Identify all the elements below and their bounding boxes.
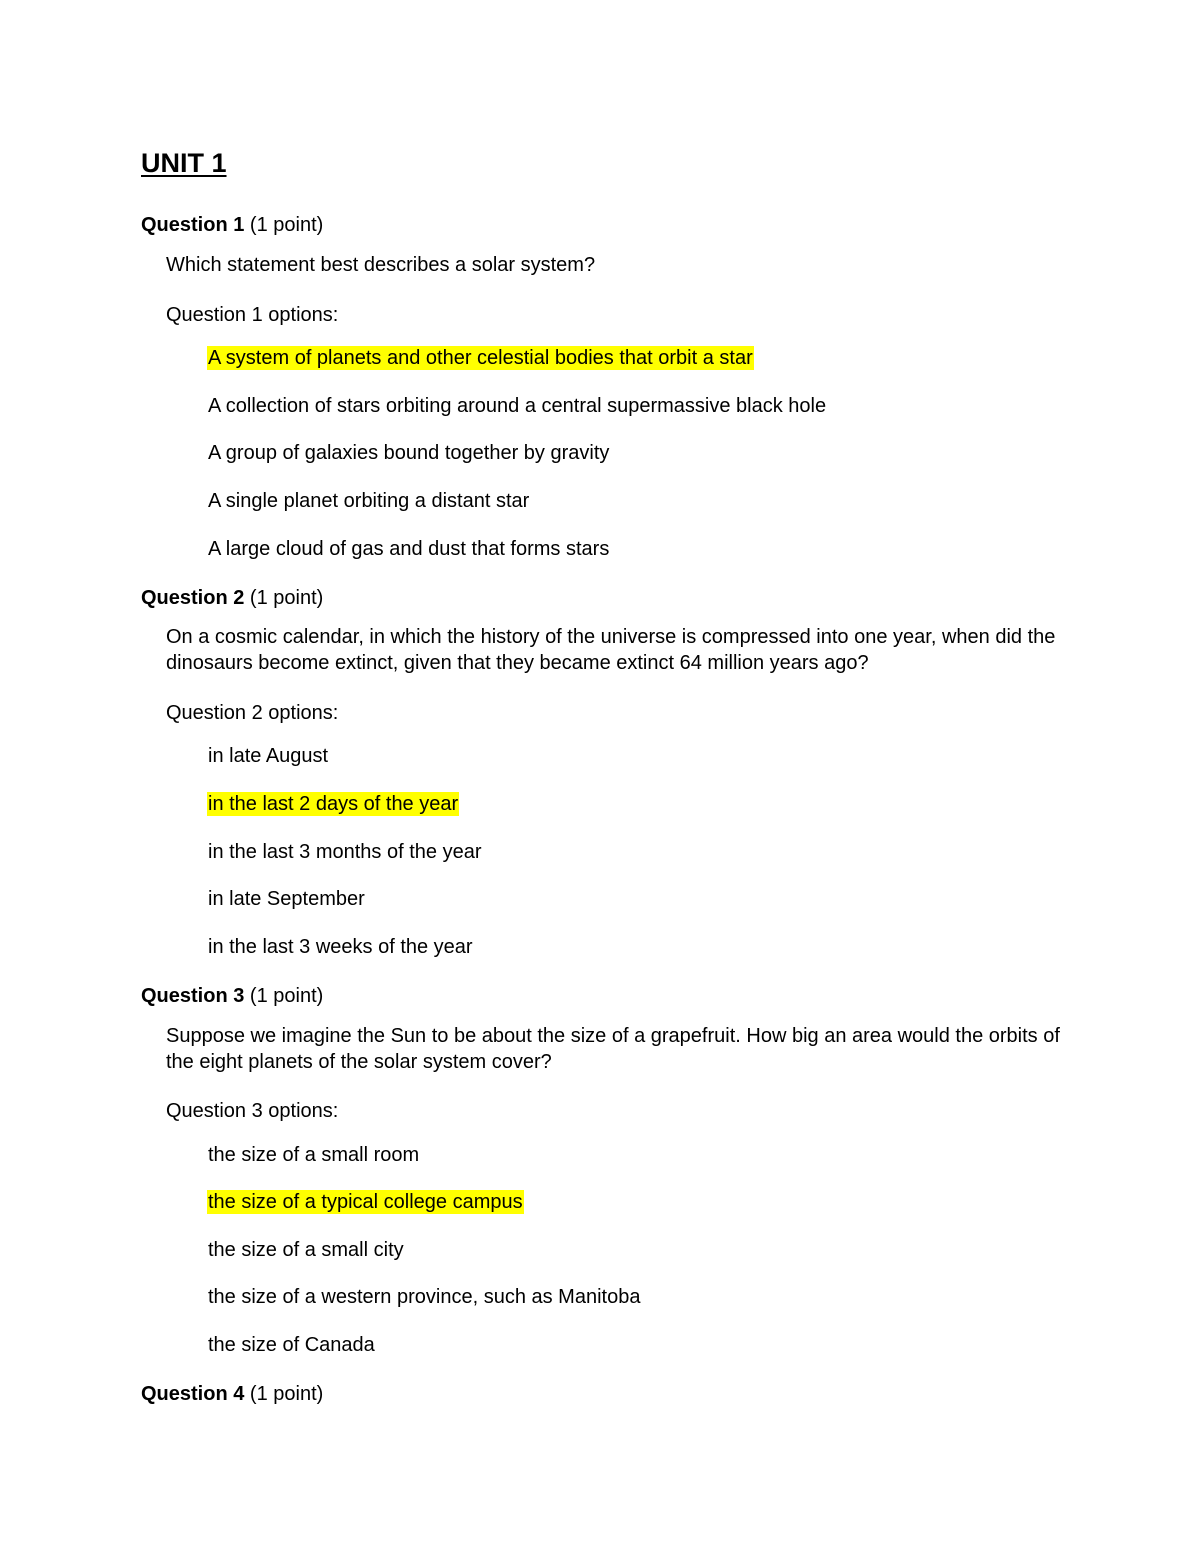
question-label: Question 2 [141, 587, 245, 609]
question-2-option-1: in late August [208, 745, 329, 767]
question-points: (1 point) [249, 985, 324, 1007]
question-2-option-2: in the last 2 days of the year [208, 793, 459, 815]
question-3-option-2: the size of a typical college campus [208, 1191, 523, 1213]
question-1-option-4: A single planet orbiting a distant star [208, 490, 530, 512]
question-label: Question 4 [141, 1383, 245, 1405]
question-3-options-label: Question 3 options: [166, 1100, 339, 1122]
question-1-option-2: A collection of stars orbiting around a central supermassive black hole [208, 395, 827, 417]
question-3-option-4: the size of a western province, such as Manitoba [208, 1286, 641, 1308]
question-2-option-3: in the last 3 months of the year [208, 841, 482, 863]
question-4-heading [141, 1383, 323, 1406]
question-3-option-1: the size of a small room [208, 1144, 420, 1166]
question-points: (1 point) [249, 1383, 324, 1405]
question-2-option-4: in late September [208, 888, 365, 910]
question-points: (1 point) [249, 214, 324, 236]
question-2-text: On a cosmic calendar, in which the history of the universe is compressed into one year, when did the dinosaurs become extinct, given that they became extinct 64 million years ago? [166, 626, 1056, 674]
question-3-text: Suppose we imagine the Sun to be about the size of a grapefruit. How big an area would the orbits of the eight planets of the solar system cover? [166, 1025, 1060, 1073]
question-1-heading [141, 214, 323, 237]
question-label: Question 3 [141, 985, 245, 1007]
question-1-option-1: A system of planets and other celestial bodies that orbit a star [208, 347, 753, 369]
question-3-heading [141, 985, 323, 1008]
question-3-option-3: the size of a small city [208, 1239, 404, 1261]
question-1-options-label: Question 1 options: [166, 304, 339, 326]
question-label: Question 1 [141, 214, 245, 236]
question-1-option-5: A large cloud of gas and dust that forms stars [208, 538, 610, 560]
question-1-option-3: A group of galaxies bound together by gravity [208, 442, 610, 464]
unit-title: UNIT 1 [141, 148, 227, 178]
question-2-option-5: in the last 3 weeks of the year [208, 936, 473, 958]
question-2-options-label: Question 2 options: [166, 702, 339, 724]
question-points: (1 point) [249, 587, 324, 609]
question-3-option-5: the size of Canada [208, 1334, 375, 1356]
question-2-heading [141, 587, 323, 610]
question-1-text: Which statement best describes a solar system? [166, 254, 596, 276]
